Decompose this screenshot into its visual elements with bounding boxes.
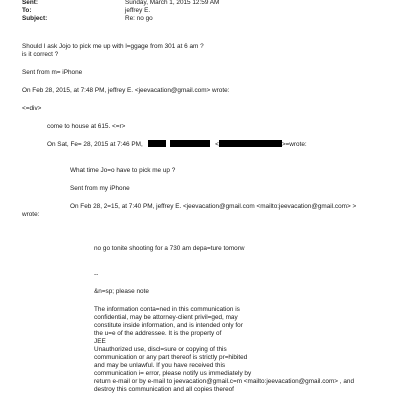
sent-label: Sent: [22,0,38,6]
subject-value: Re: no go [125,15,153,22]
disclaimer-line: return e-mail or by e-mail to jeevacation@gmail.c=m <mailto:jeevacation@gmail.com> , and [94,378,355,385]
no-go-line: no go tonite shooting for a 730 am depa=ture tomorw [94,245,245,252]
disclaimer-line: and may be unlawful. If you have received this [94,362,226,369]
disclaimer-line: confidential, may be attorney-client privil=ged, may [94,314,238,321]
disclaimer-line: JEE [94,338,106,345]
subject-row [22,15,153,23]
what-time-line: What time Jo=o have to pick me up ? [70,167,176,174]
redaction-bar [148,140,166,147]
wrote-line: wrote: [22,211,40,218]
disclaimer-line: the u=e of the addressee. It is the property of [94,330,222,337]
come-to-house-line: come to house at 615. <=r> [47,123,126,130]
sent-value: Sunday, March 1, 2015 12:59 AM [125,0,220,6]
disclaimer-line: communication or any part thereof is strictly pr=hibited [94,354,248,361]
signature-dashes: -- [94,271,99,278]
disclaimer-line: constitute inside information, and is intended only for [94,322,243,329]
redaction-bar [219,140,282,147]
disclaimer-line: The information conta=ned in this communication is [94,306,240,313]
div-tag-line: <=div> [22,105,42,112]
please-note-line: &n=sp; please note [94,288,149,295]
sent-from-line-1: Sent from m= iPhone [22,69,83,76]
quote-header-sat-prefix: On Sat, Fe= 28, 2015 at 7:46 PM, [47,141,143,148]
quote-header-1: On Feb 28, 2015, at 7:48 PM, jeffrey E. <jeevacation@gmail.com> wrote: [22,87,230,94]
quote-header-sat: On Sat, Fe= 28, 2015 at 7:46 PM, < >=wrote: [47,141,307,148]
subject-label: Subject: [22,15,48,22]
sent-row [22,0,219,7]
quote-header-sat-suffix: >=wrote: [281,141,307,148]
redaction-bar [170,140,210,147]
disclaimer-line: Unauthorized use, discl=sure or copying of this [94,346,227,353]
sent-from-line-2: Sent from my iPhone [70,185,130,192]
question-line-1: Should I ask Jojo to pick me up with l=ggage from 301 at 6 am ? [22,43,204,50]
disclaimer-line: communication i= error, please notify us immediately by [94,370,252,377]
to-row [22,7,150,15]
to-value: jeffrey E. [125,7,151,14]
quote-header-2: On Feb 28, 2=15, at 7:40 PM, jeffrey E. <jeevacation@gmail.com <mailto:jeevacation@gmail.com> > [70,203,357,210]
question-line-2: is it correct ? [22,51,59,58]
disclaimer-line: destroy this communication and all copies thereof [94,386,234,393]
to-label: To: [22,7,32,14]
